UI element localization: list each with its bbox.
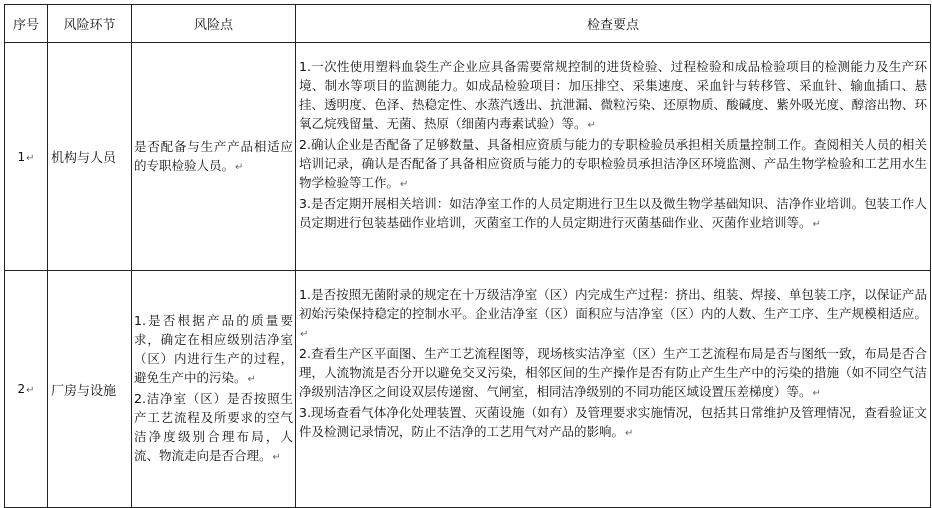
paragraph-mark-icon: ↵ <box>812 388 821 399</box>
row-seq <box>5 43 48 271</box>
risk-item: 2.洁净室（区）是否按照生产工艺流程及所要求的空气洁净度级别合理布局，人流、物流走向是否合理。↵ <box>134 391 293 463</box>
paragraph-mark-icon: ↵ <box>272 452 281 463</box>
row-risk <box>132 271 296 508</box>
risk-text: 是否配备与生产产品相适应的专职检验人员。 <box>134 138 293 173</box>
inspection-table <box>4 4 931 508</box>
row-risk <box>132 43 296 271</box>
header-risk: 风险点 <box>132 5 296 43</box>
paragraph-mark-icon: ↵ <box>26 152 35 164</box>
check-item: 3.是否定期开展相关培训：如洁净室工作的人员定期进行卫生以及微生物学基础知识、洁净作业培训。包装工作人员定期进行包装基础作业培训，灭菌室工作的人员定期进行灭菌基础作业、灭菌作业培训等。↵ <box>299 196 927 230</box>
table-row <box>5 271 931 508</box>
row-stage: 机构与人员 <box>48 43 132 271</box>
row-stage: 厂房与设施 <box>48 271 132 508</box>
row-check <box>296 43 931 271</box>
row-seq <box>5 271 48 508</box>
header-row <box>5 5 931 43</box>
row-check <box>296 271 931 508</box>
paragraph-mark-icon: ↵ <box>625 428 634 439</box>
header-stage: 风险环节 <box>48 5 132 43</box>
check-item: 3.现场查看气体净化处理装置、灭菌设施（如有）及管理要求实施情况，包括其日常维护及管理情况，查看验证文件及检测记录情况，防止不洁净的工艺用气对产品的影响。↵ <box>299 405 927 439</box>
check-item: 2.查看生产区平面图、生产工艺流程图等，现场核实洁净室（区）生产工艺流程布局是否与图纸一致，布局是否合理，人流物流是否分开以避免交叉污染，相邻区间的生产操作是否有防止产生生产中的污染的措施（如不同空气洁净级别洁净区之间设双层传递窗、气闸室，相同洁净级别的不同功能区域设置压差梯度）等。↵ <box>299 346 927 399</box>
row-seq-value: 2 <box>17 382 26 396</box>
paragraph-mark-icon: ↵ <box>235 161 244 173</box>
paragraph-mark-icon: ↵ <box>587 120 596 131</box>
paragraph-mark-icon: ↵ <box>26 385 35 396</box>
check-item: 1.一次性使用塑料血袋生产企业应具备需要常规控制的进货检验、过程检验和成品检验项目的检测能力及生产环境、制水等项目的监测能力。如成品检验项目：加压排空、采集速度、采血针与转移管、采血针、输血插口、悬挂、透明度、色泽、热稳定性、水蒸汽透出、抗泄漏、微粒污染、还原物质、酸碱度、紫外吸光度、醇溶出物、环氧乙烷残留量、无菌、热原（细菌内毒素试验）等。↵ <box>299 59 927 131</box>
risk-item: 1.是否根据产品的质量要求，确定在相应级别洁净室（区）内进行生产的过程，避免生产中的污染。↵ <box>134 313 293 385</box>
paragraph-mark-icon: ↵ <box>400 179 409 190</box>
header-check: 检查要点 <box>296 5 931 43</box>
check-item: 2.确认企业是否配备了足够数量、具备相应资质与能力的专职检验员承担相关质量控制工作。查阅相关人员的相关培训记录，确认是否配备了具备相应资质与能力的专职检验员承担洁净区环境监测、产品生物学检验和工艺用水生物学检验等工作。↵ <box>299 137 927 190</box>
header-seq: 序号 <box>5 5 48 43</box>
paragraph-mark-icon: ↵ <box>300 329 309 340</box>
paragraph-mark-icon: ↵ <box>247 374 256 385</box>
check-item: 1.是否按照无菌附录的规定在十万级洁净室（区）内完成生产过程：挤出、组装、焊接、单包装工序，以保证产品初始污染保持稳定的控制水平。企业洁净室（区）面积应与洁净室（区）内的人数、生产工序、生产规模相适应。↵ <box>299 287 927 340</box>
table-row <box>5 43 931 271</box>
row-seq-value: 1 <box>17 149 26 164</box>
paragraph-mark-icon: ↵ <box>812 219 821 230</box>
